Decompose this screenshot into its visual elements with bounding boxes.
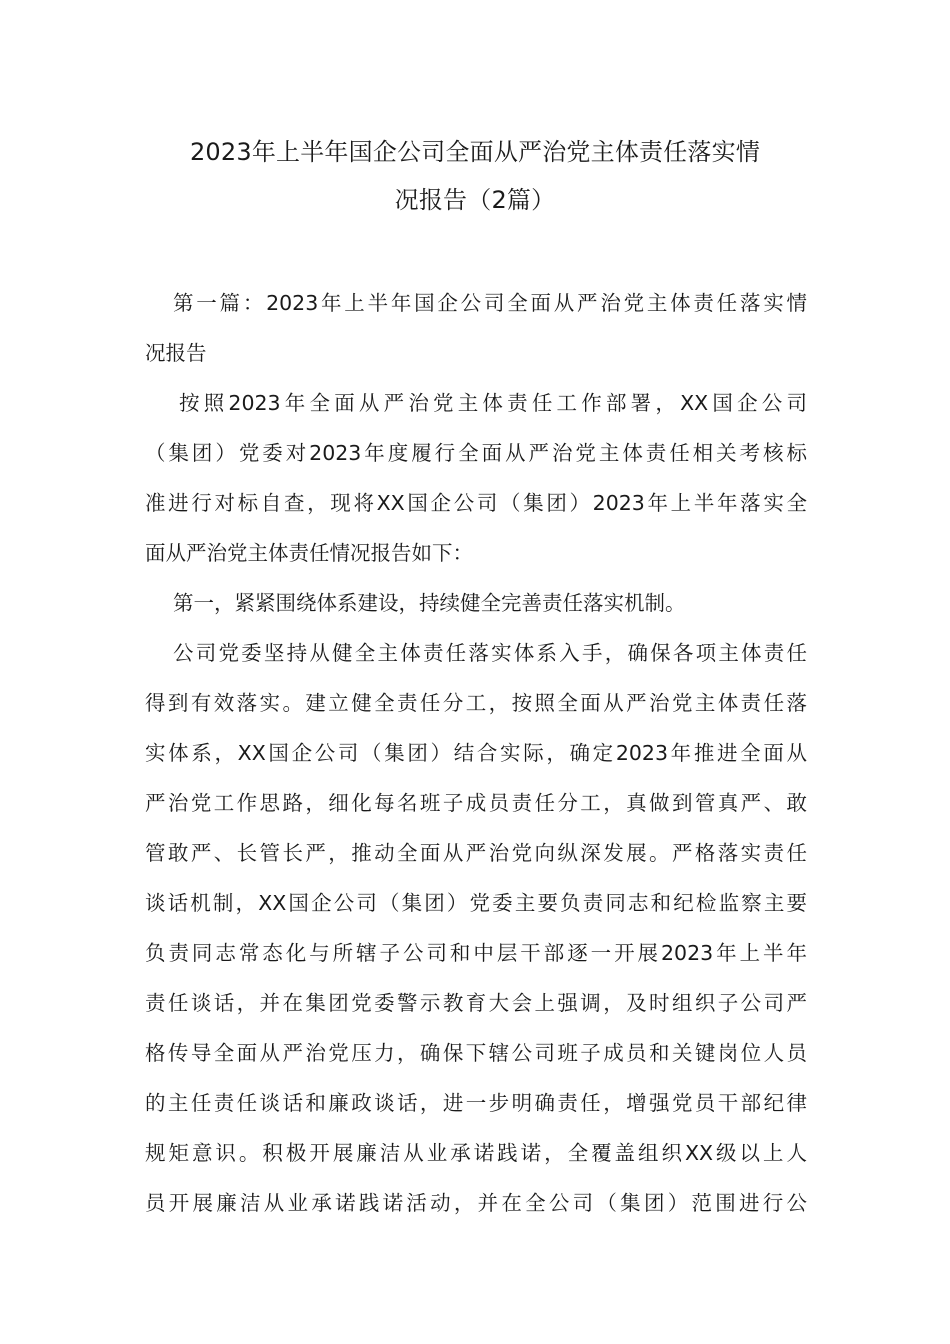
title-line: 2023年上半年国企公司全面从严治党主体责任落实情 [189,138,761,166]
paragraph-line: 责任谈话，并在集团党委警示教育大会上强调，及时组织子公司严 [145,991,807,1015]
paragraph-line: 管敢严、长管长严，推动全面从严治党向纵深发展。严格落实责任 [145,841,807,865]
paragraph-line: 负责同志常态化与所辖子公司和中层干部逐一开展2023年上半年 [145,941,807,965]
paragraph-line: 实体系，XX国企公司（集团）结合实际，确定2023年推进全面从 [145,741,807,765]
paragraph-line: 的主任责任谈话和廉政谈话，进一步明确责任，增强党员干部纪律 [145,1091,807,1115]
paragraph-line: 准进行对标自查，现将XX国企公司（集团）2023年上半年落实全 [145,491,807,515]
paragraph-line: 公司党委坚持从健全主体责任落实体系入手，确保各项主体责任 [173,641,807,665]
paragraph-line: 按照2023年全面从严治党主体责任工作部署，XX国企公司 [179,391,807,415]
paragraph-line: 格传导全面从严治党压力，确保下辖公司班子成员和关键岗位人员 [145,1041,807,1065]
section-heading-line: 况报告 [145,341,207,365]
paragraph-line: 规矩意识。积极开展廉洁从业承诺践诺，全覆盖组织XX级以上人 [145,1141,807,1165]
document-body [145,278,807,1228]
paragraph-line: 员开展廉洁从业承诺践诺活动，并在全公司（集团）范围进行公 [145,1191,807,1215]
paragraph-line: 面从严治党主体责任情况报告如下： [145,541,473,565]
paragraph-line: （集团）党委对2023年度履行全面从严治党主体责任相关考核标 [145,441,807,465]
title-line: 况报告（2篇） [394,186,556,214]
paragraph-line: 严治党工作思路，细化每名班子成员责任分工，真做到管真严、敢 [145,791,807,815]
document-title [145,128,805,224]
paragraph-line: 得到有效落实。建立健全责任分工，按照全面从严治党主体责任落 [145,691,807,715]
paragraph-line: 谈话机制，XX国企公司（集团）党委主要负责同志和纪检监察主要 [145,891,807,915]
subheading-line: 第一，紧紧围绕体系建设，持续健全完善责任落实机制。 [173,591,686,615]
section-heading-line: 第一篇：2023年上半年国企公司全面从严治党主体责任落实情 [173,291,807,315]
